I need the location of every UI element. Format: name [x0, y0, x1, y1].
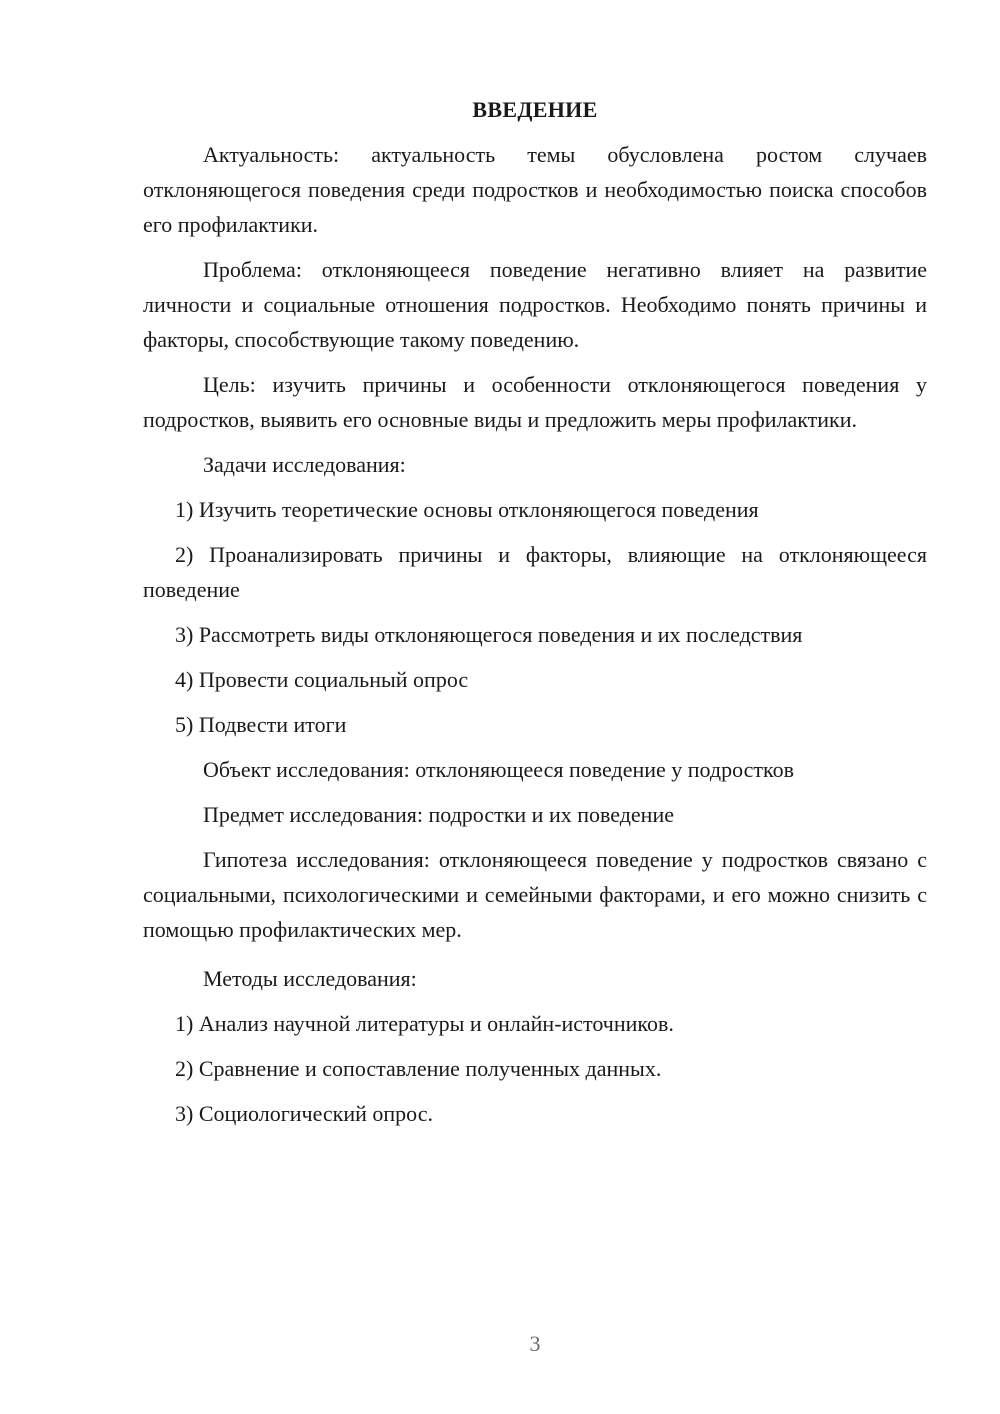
paragraph-relevance: Актуальность: актуальность темы обусловлена ростом случаев отклоняющегося поведения среди подростков и необходимостью поиска способов его профилактики. — [143, 142, 927, 237]
paragraph-problem: Проблема: отклоняющееся поведение негативно влияет на развитие личности и социальные отношения подростков. Необходимо понять причины и факторы, способствующие такому поведению. — [143, 257, 927, 352]
methods-heading: Методы исследования: — [203, 966, 417, 991]
task-item: 4) Провести социальный опрос — [175, 667, 469, 692]
paragraph-hypothesis: Гипотеза исследования: отклоняющееся поведение у подростков связано с социальными, психологическими и семейными факторами, и его можно снизить с помощью профилактических мер. — [143, 847, 927, 942]
section-title: ВВЕДЕНИЕ — [472, 97, 598, 122]
paragraph-object: Объект исследования: отклоняющееся поведение у подростков — [203, 757, 794, 782]
methods-list — [143, 1006, 927, 1131]
task-item: 1) Изучить теоретические основы отклоняющегося поведения — [175, 497, 759, 522]
task-item: 3) Рассмотреть виды отклоняющегося поведения и их последствия — [175, 622, 803, 647]
paragraph-subject: Предмет исследования: подростки и их поведение — [203, 802, 674, 827]
tasks-list — [143, 492, 927, 742]
method-item: 1) Анализ научной литературы и онлайн-источников. — [175, 1011, 674, 1036]
task-item: 2) Проанализировать причины и факторы, влияющие на отклоняющееся поведение — [143, 542, 927, 602]
method-item: 3) Социологический опрос. — [175, 1101, 433, 1126]
task-item: 5) Подвести итоги — [175, 712, 347, 737]
page-number: 3 — [529, 1331, 541, 1356]
page-content — [143, 92, 927, 1141]
paragraph-goal: Цель: изучить причины и особенности отклоняющегося поведения у подростков, выявить его основные виды и предложить меры профилактики. — [143, 372, 927, 432]
method-item: 2) Сравнение и сопоставление полученных данных. — [175, 1056, 662, 1081]
tasks-heading: Задачи исследования: — [203, 452, 406, 477]
